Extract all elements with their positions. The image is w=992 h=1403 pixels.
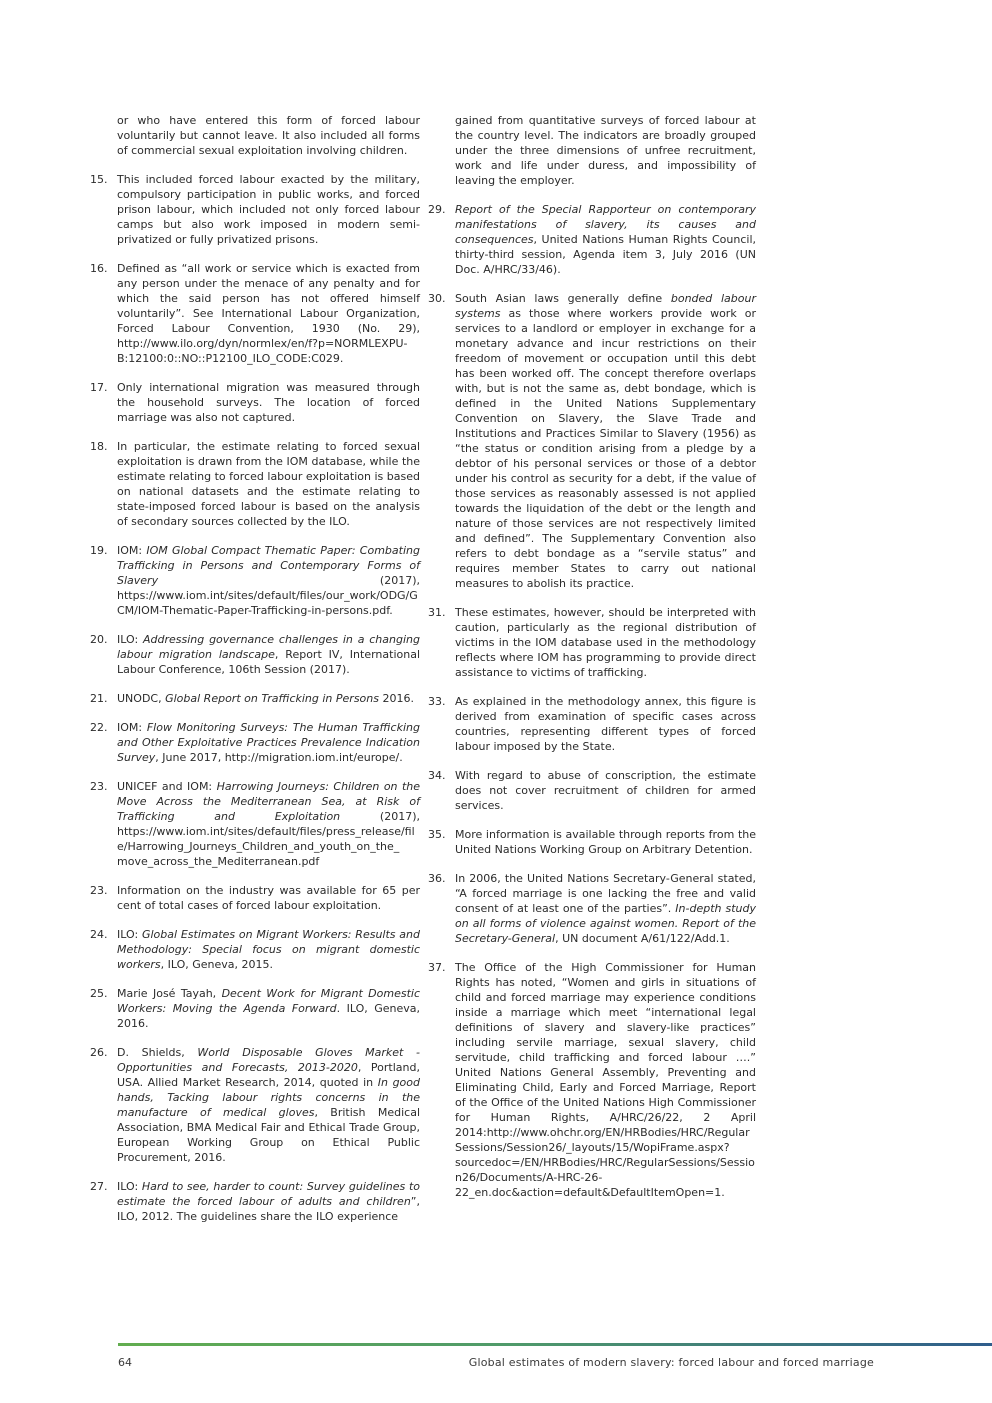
text-run: With regard to abuse of conscription, the estimate does not cover recruitment of children for armed services. (455, 769, 756, 812)
right-column (428, 113, 756, 1214)
endnote (90, 632, 420, 677)
text-run: ILO: (117, 633, 143, 646)
endnote-text (455, 768, 756, 813)
endnote-number: 23. (90, 884, 108, 897)
endnote-text (117, 1179, 420, 1224)
endnote (428, 960, 756, 1200)
endnote (428, 694, 756, 754)
endnote-number: 18. (90, 440, 108, 453)
italic-title: Addressing governance challenges in a changing labour migration landscape (117, 633, 420, 661)
endnote-number: 31. (428, 606, 446, 619)
text-run: , ILO, Geneva, 2015. (160, 958, 274, 971)
endnote-text (117, 927, 420, 972)
text-run: UNICEF and IOM: (117, 780, 217, 793)
endnote-number: 29. (428, 203, 446, 216)
endnote-text (117, 883, 420, 913)
page-number: 64 (118, 1356, 132, 1369)
endnote-number: 16. (90, 262, 108, 275)
endnotes-list (90, 172, 420, 1224)
endnote (428, 202, 756, 277)
endnote-number: 37. (428, 961, 446, 974)
text-run: Marie José Tayah, (117, 987, 222, 1000)
endnote-text (117, 439, 420, 529)
italic-title: World Disposable Gloves Market - Opportunities and Forecasts, 2013-2020 (117, 1046, 420, 1074)
endnote-number: 26. (90, 1046, 108, 1059)
endnote (90, 779, 420, 869)
text-run: , Report IV, International Labour Conference, 106th Session (2017). (117, 648, 421, 676)
text-run: 2016. (379, 692, 414, 705)
endnote (90, 261, 420, 366)
endnote-text (455, 605, 756, 680)
italic-title: bonded labour systems (455, 292, 757, 320)
continued-note (90, 113, 420, 158)
endnote-number: 25. (90, 987, 108, 1000)
running-title: Global estimates of modern slavery: forced labour and forced marriage (468, 1356, 874, 1369)
endnote-text (455, 694, 756, 754)
endnote-number: 15. (90, 173, 108, 186)
text-run: IOM: (117, 544, 147, 557)
text-run: These estimates, however, should be interpreted with caution, particularly as the regional distribution of victims in the IOM database used in the methodology reflects where IOM has programming to provide direct assistance to victims of trafficking. (455, 606, 756, 679)
endnote (90, 543, 420, 618)
endnote-number: 34. (428, 769, 446, 782)
italic-title: Global Estimates on Migrant Workers: Results and Methodology: Special focus on migrant domestic workers (117, 928, 420, 971)
endnote (428, 291, 756, 591)
endnote-number: 35. (428, 828, 446, 841)
endnote (90, 172, 420, 247)
italic-title: Report of the Special Rapporteur on contemporary manifestations of slavery, its causes and consequences (455, 203, 756, 246)
endnote (90, 380, 420, 425)
text-run: D. Shields, (117, 1046, 198, 1059)
text-run: ”, ILO, 2012. The guidelines share the ILO experience (117, 1195, 420, 1223)
endnote-text (117, 986, 420, 1031)
text-run: Information on the industry was available for 65 per cent of total cases of forced labour exploitation. (117, 884, 420, 912)
text-run: More information is available through reports from the United Nations Working Group on Arbitrary Detention. (455, 828, 756, 856)
endnote (90, 1179, 420, 1224)
footer-rule (118, 1343, 992, 1346)
text-run: (2017), https://www.iom.int/sites/default/files/press_release/file/Harrowing_Journeys_Children_and_youth_on_the_ move_across_the_Mediterranean.pdf (117, 810, 420, 868)
endnote (428, 768, 756, 813)
endnote-text (117, 691, 420, 706)
text-run: ILO: (117, 1180, 142, 1193)
endnote-number: 17. (90, 381, 108, 394)
endnote-number: 24. (90, 928, 108, 941)
text-run: as those where workers provide work or services to a landlord or employer in exchange for a monetary advance and incur restrictions on their freedom of movement or occupation until this debt has been worked off. The concept therefore overlaps with, but is not the same as, debt bondage, which is defined in the United Nations Supplementary Convention on Slavery, the Slave Trade and Institutions and Practices Similar to Slavery (1956) as “the status or condition arising from a pledge by a debtor of his personal services or those of a debtor under his control as security for a debt, if the value of those services as reasonably assessed is not applied towards the liquidation of the debt or the length and nature of those services are not respectively limited and defined”. The Supplementary Convention also refers to debt bondage as a “servile status” and requires member States to carry out national measures to abolish its practice. (455, 307, 756, 590)
endnote-text (117, 720, 420, 765)
endnote (90, 720, 420, 765)
text-run: In 2006, the United Nations Secretary-General stated, “A forced marriage is one lacking the free and valid consent of at least one of the parties”. (455, 872, 756, 915)
endnote (90, 439, 420, 529)
text-run: , UN document A/61/122/Add.1. (555, 932, 730, 945)
text-run: , United Nations Human Rights Council, thirty-third session, Agenda item 3, July 2016 (UN Doc. A/HRC/33/46). (455, 233, 756, 276)
text-run: Defined as “all work or service which is exacted from any person under the menace of any penalty and for which the said person has not offered himself voluntarily”. See International Labour Organization, Forced Labour Convention, 1930 (No. 29), http://www.ilo.org/dyn/normlex/en/f?p=NORMLEXPUB:12100:0::NO::P12100_ILO_CODE:C029. (117, 262, 420, 365)
endnote-number: 30. (428, 292, 446, 305)
italic-title: Harrowing Journeys: Children on the Move Across the Mediterranean Sea, at Risk of Trafficking and Exploitation (117, 780, 421, 823)
endnote-text (117, 1045, 420, 1165)
text-run: In particular, the estimate relating to forced sexual exploitation is drawn from the IOM database, while the estimate relating to forced labour exploitation is based on national datasets and the estimate relating to state-imposed forced labour is based on the analysis of secondary sources collected by the ILO. (117, 440, 420, 528)
italic-title: In-depth study on all forms of violence against women. Report of the Secretary-General (455, 902, 756, 945)
text-run: Only international migration was measured through the household surveys. The location of forced marriage was also not captured. (117, 381, 420, 424)
text-run: , British Medical Association, BMA Medical Fair and Ethical Trade Group, European Working Group on Ethical Public Procurement, 2016. (117, 1106, 420, 1164)
endnote-text (117, 543, 420, 618)
text-run: IOM: (117, 721, 147, 734)
endnote-number: 36. (428, 872, 446, 885)
endnote (90, 927, 420, 972)
text-run: South Asian laws generally define (455, 292, 671, 305)
endnote-text (117, 261, 420, 366)
endnote-text (455, 291, 756, 591)
endnote-text (455, 960, 756, 1200)
endnote-number: 19. (90, 544, 108, 557)
endnote-number: 22. (90, 721, 108, 734)
endnote-text (455, 871, 756, 946)
italic-title: Global Report on Trafficking in Persons (165, 692, 379, 705)
note-text: gained from quantitative surveys of forced labour at the country level. The indicators are broadly grouped under the three dimensions of unfree recruitment, work and life under duress, and impossibility of leaving the employer. (455, 114, 756, 187)
italic-title: In good hands, Tacking labour rights concerns in the manufacture of medical gloves (117, 1076, 420, 1119)
text-run: The Office of the High Commissioner for Human Rights has noted, “Women and girls in situations of child and forced marriage may experience conditions inside a marriage which meet “international legal definitions of slavery and slavery-like practices” including servile marriage, sexual slavery, child servitude, child trafficking and forced labour ….” United Nations General Assembly, Preventing and Eliminating Child, Early and Forced Marriage, Report of the Office of the United Nations High Commissioner for Human Rights, A/HRC/26/22, 2 April 2014:http://www.ohchr.org/EN/HRBodies/HRC/RegularSessions/Session26/_layouts/15/WopiFrame.aspx?sourcedoc=/EN/HRBodies/HRC/RegularSessions/Session26/Documents/A-HRC-26-22_en.doc&action=default&DefaultItemOpen=1. (455, 961, 756, 1199)
endnote-text (117, 172, 420, 247)
endnote (428, 605, 756, 680)
text-run: . ILO, Geneva, 2016. (117, 1002, 421, 1030)
endnote-number: 20. (90, 633, 108, 646)
endnote-number: 23. (90, 780, 108, 793)
endnote-number: 27. (90, 1180, 108, 1193)
italic-title: Flow Monitoring Surveys: The Human Trafficking and Other Exploitative Practices Prevalence Indication Survey (117, 721, 420, 764)
text-run: (2017), https://www.iom.int/sites/default/files/our_work/ODG/GCM/IOM-Thematic-Paper-Trafficking-in-persons.pdf. (117, 574, 420, 617)
endnote-text (117, 380, 420, 425)
italic-title: Decent Work for Migrant Domestic Workers: Moving the Agenda Forward (117, 987, 420, 1015)
text-run: This included forced labour exacted by the military, compulsory participation in public works, and forced prison labour, which included not only forced labour camps but also work imposed in modern semi-privatized or fully privatized prisons. (117, 173, 420, 246)
endnotes-list (428, 202, 756, 1200)
endnote-number: 33. (428, 695, 446, 708)
text-run: ILO: (117, 928, 142, 941)
note-text: or who have entered this form of forced labour voluntarily but cannot leave. It also included all forms of commercial sexual exploitation involving children. (117, 114, 420, 157)
endnote-text (455, 827, 756, 857)
endnote (90, 883, 420, 913)
endnote (90, 691, 420, 706)
endnote (428, 827, 756, 857)
italic-title: IOM Global Compact Thematic Paper: Combating Trafficking in Persons and Contemporary Forms of Slavery (117, 544, 420, 587)
endnote-text (117, 779, 420, 869)
endnote (428, 871, 756, 946)
endnote (90, 1045, 420, 1165)
text-run: As explained in the methodology annex, this figure is derived from examination of specific cases across countries, representing different types of forced labour imposed by the State. (455, 695, 756, 753)
left-column (90, 113, 420, 1238)
text-run: UNODC, (117, 692, 166, 705)
italic-title: Hard to see, harder to count: Survey guidelines to estimate the forced labour of adults and children (117, 1180, 420, 1208)
endnote-number: 21. (90, 692, 108, 705)
text-run: , Portland, USA. Allied Market Research, 2014, quoted in (117, 1061, 420, 1089)
continued-note (428, 113, 756, 188)
text-run: , June 2017, http://migration.iom.int/europe/. (155, 751, 403, 764)
endnote (90, 986, 420, 1031)
endnote-text (455, 202, 756, 277)
endnote-text (117, 632, 420, 677)
